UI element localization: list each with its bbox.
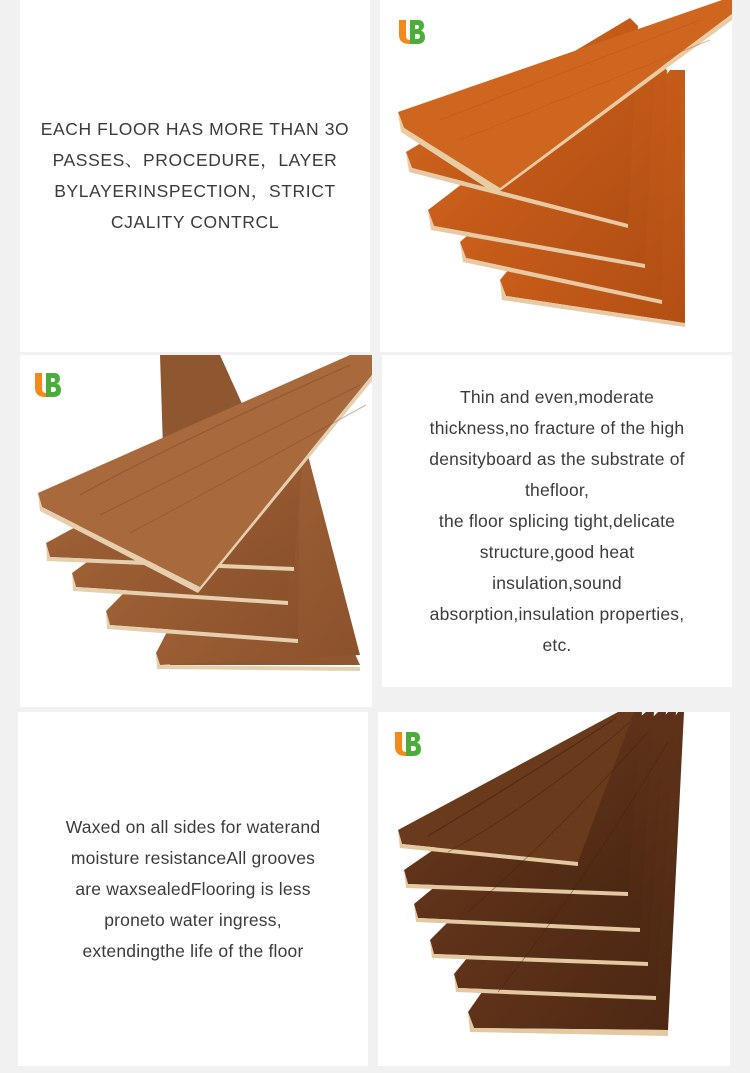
ub-logo-icon: [32, 369, 62, 399]
text-line: structure,good heat: [479, 541, 635, 562]
text-line: BYLAYERINSPECTION，STRICT: [54, 181, 336, 201]
text-line: proneto water ingress,: [104, 909, 282, 930]
text-line: PASSES、PROCEDURE，LAYER: [52, 150, 338, 170]
light-oak-planks-image: [20, 355, 372, 707]
dark-walnut-planks-image: [378, 712, 730, 1066]
text-line: insulation,sound: [492, 572, 622, 593]
text-panel-substrate: [382, 355, 732, 687]
text-line: Waxed on all sides for waterand: [65, 816, 321, 837]
quality-text: [41, 114, 350, 238]
text-panel-waxed: [18, 712, 368, 1066]
orange-wood-planks-image: [380, 0, 732, 352]
text-line: the floor splicing tight,delicate: [438, 510, 676, 531]
image-panel-light-oak-planks: [20, 355, 372, 707]
substrate-text: [429, 382, 684, 661]
text-line: moisture resistanceAll grooves: [70, 847, 316, 868]
text-line: Thin and even,moderate: [459, 386, 655, 407]
text-line: are waxsealedFlooring is less: [75, 878, 311, 899]
text-line: etc.: [542, 634, 572, 655]
text-line: thefloor,: [524, 479, 590, 500]
text-panel-quality: [20, 0, 370, 352]
ub-logo-icon: [396, 16, 426, 46]
text-line: EACH FLOOR HAS MORE THAN 3O: [40, 119, 350, 139]
image-panel-dark-walnut-planks: [378, 712, 730, 1066]
image-panel-orange-planks: [380, 0, 732, 352]
text-line: thickness,no fracture of the high: [429, 417, 685, 438]
waxed-text: [66, 812, 321, 967]
text-line: CJALITY CONTRCL: [110, 212, 280, 232]
text-line: extendingthe life of the floor: [82, 940, 304, 961]
text-line: densityboard as the substrate of: [429, 448, 685, 469]
ub-logo-icon: [392, 728, 422, 758]
text-line: absorption,insulation properties,: [429, 603, 685, 624]
